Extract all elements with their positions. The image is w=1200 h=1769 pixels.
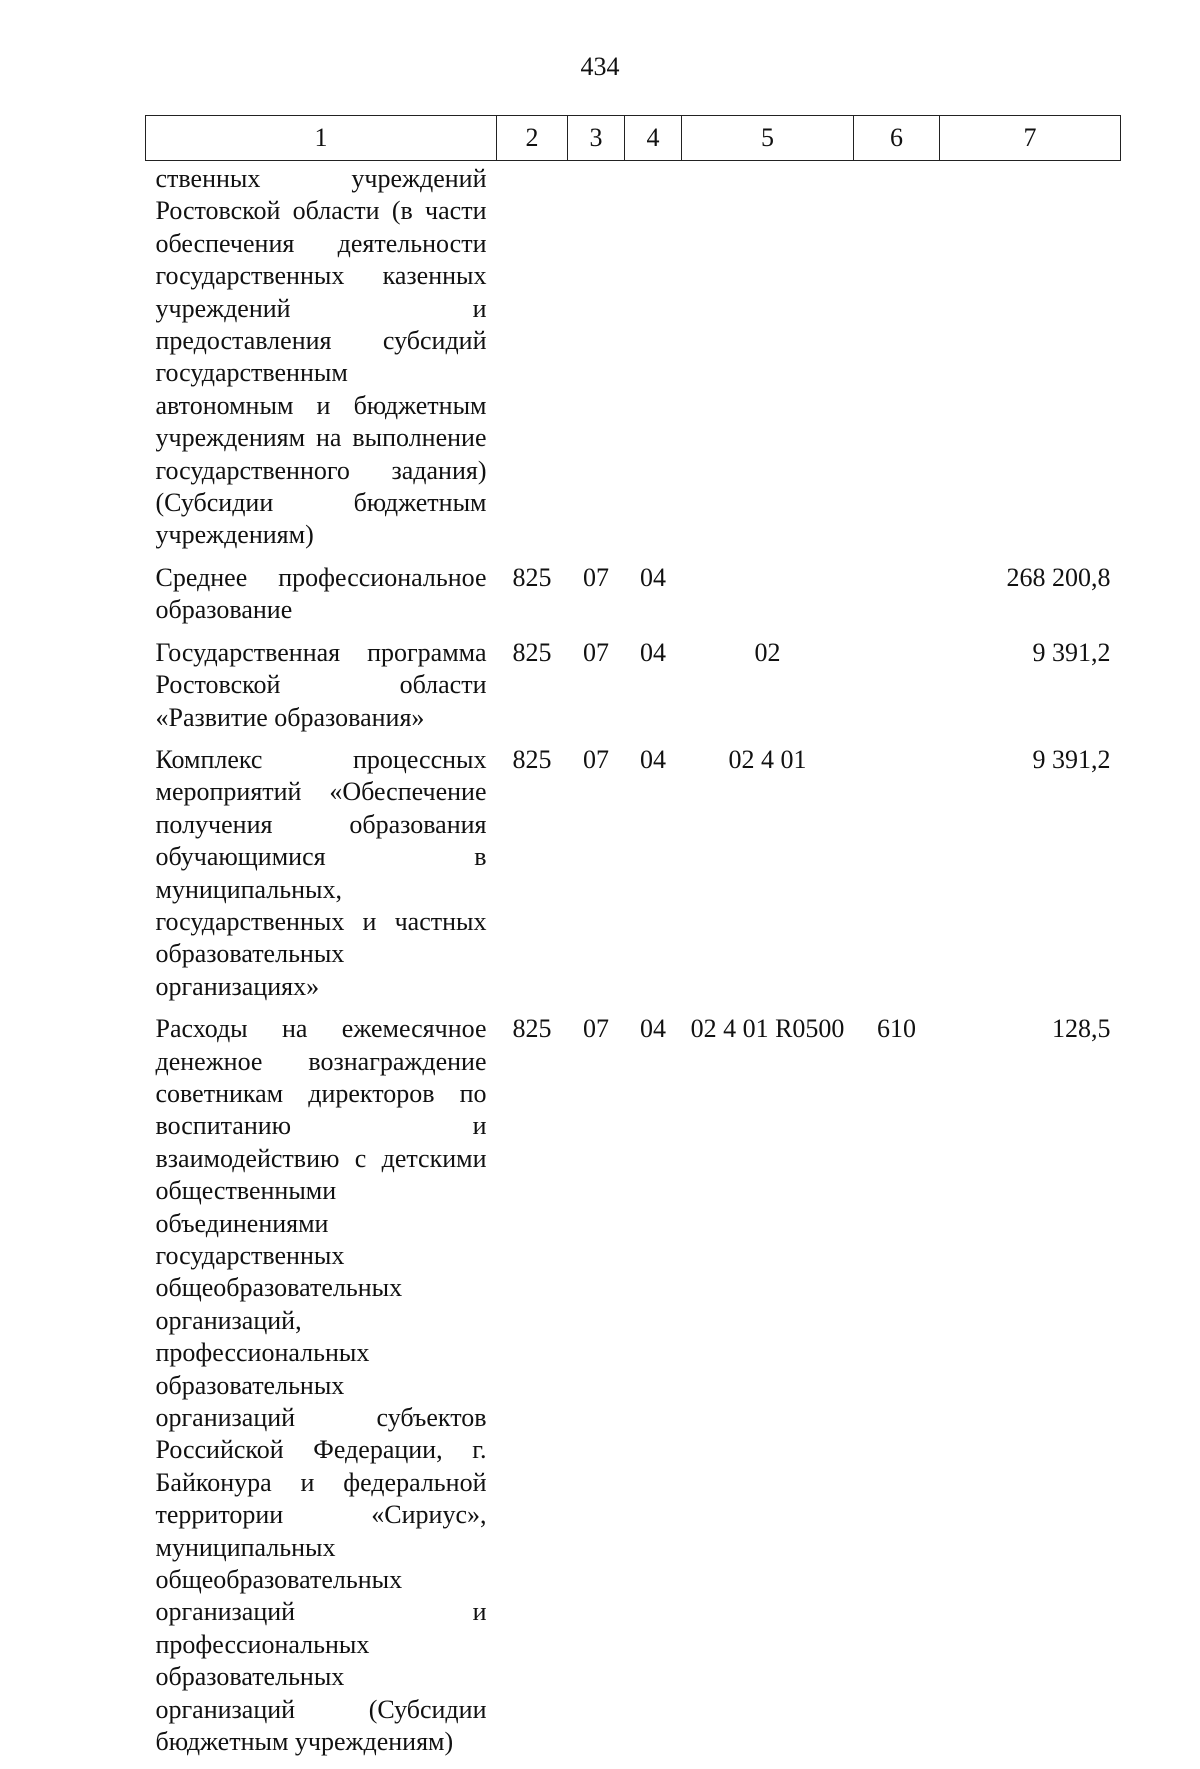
row-rz: 07 — [583, 744, 609, 774]
table-row — [146, 562, 1121, 637]
column-header-5: 5 — [682, 116, 854, 161]
row-rz: 07 — [583, 637, 609, 667]
row-vr — [854, 637, 940, 744]
column-header-4: 4 — [625, 116, 682, 161]
page-number: 434 — [580, 52, 620, 81]
row-name: ственных учреждений Ростовской области (в части обеспечения деятельности государственных казенных учреждений и предоставления субсидий государственным автономным и бюджетным учреждениям на выполнение государственного задания) (Субсидии бюджетным учреждениям) — [155, 164, 487, 550]
row-sum: 9 391,2 — [1032, 744, 1111, 774]
row-pr — [625, 161, 682, 562]
table-row — [146, 161, 1121, 562]
table-row — [146, 744, 1121, 1013]
row-vr: 610 — [877, 1014, 916, 1044]
column-header-7: 7 — [940, 116, 1121, 161]
row-name: Комплекс процессных мероприятий «Обеспечение получения образования обучающимися в муниципальных, государственных и частных образовательных организациях» — [155, 744, 487, 1001]
row-ved: 825 — [512, 1014, 552, 1044]
row-csr: 02 — [754, 637, 781, 667]
column-header-2: 2 — [497, 116, 568, 161]
row-vr — [854, 161, 940, 562]
column-header-6: 6 — [854, 116, 940, 161]
row-rz — [568, 161, 625, 562]
column-header-1: 1 — [146, 116, 497, 161]
row-sum — [940, 161, 1121, 562]
table-header-row — [146, 116, 1121, 161]
table-row — [146, 637, 1121, 744]
column-header-3: 3 — [568, 116, 625, 161]
row-ved — [497, 161, 568, 562]
row-ved: 825 — [512, 637, 552, 667]
row-csr — [682, 562, 854, 637]
row-ved: 825 — [512, 744, 552, 774]
row-sum: 9 391,2 — [1032, 637, 1111, 667]
budget-table — [145, 115, 1121, 1769]
row-rz: 07 — [583, 1014, 609, 1044]
row-sum: 268 200,8 — [1006, 562, 1111, 592]
row-csr — [682, 161, 854, 562]
table-row — [146, 1013, 1121, 1768]
row-pr: 04 — [640, 744, 666, 774]
row-ved: 825 — [512, 562, 552, 592]
row-name: Государственная программа Ростовской области «Развитие образования» — [155, 637, 487, 732]
row-name: Расходы на ежемесячное денежное вознаграждение советникам директоров по воспитанию и взаимодействию с детскими общественными объединениями государственных общеобразовательных организаций, профессиональных образовательных организаций субъектов Российской Федерации, г. Байконура и федеральной территории «Сириус», муниципальных общеобразовательных организаций и профессиональных образовательных организаций (Субсидии бюджетным учреждениям) — [155, 1014, 487, 1757]
row-name: Среднее профессиональное образование — [155, 562, 487, 625]
row-csr: 02 4 01 — [728, 744, 807, 774]
row-csr: 02 4 01 R0500 — [690, 1014, 845, 1044]
row-pr: 04 — [640, 562, 666, 592]
row-rz: 07 — [583, 562, 609, 592]
row-vr — [854, 562, 940, 637]
row-vr — [854, 744, 940, 1013]
row-pr: 04 — [640, 1014, 666, 1044]
row-pr: 04 — [640, 637, 666, 667]
row-sum: 128,5 — [1052, 1014, 1111, 1044]
